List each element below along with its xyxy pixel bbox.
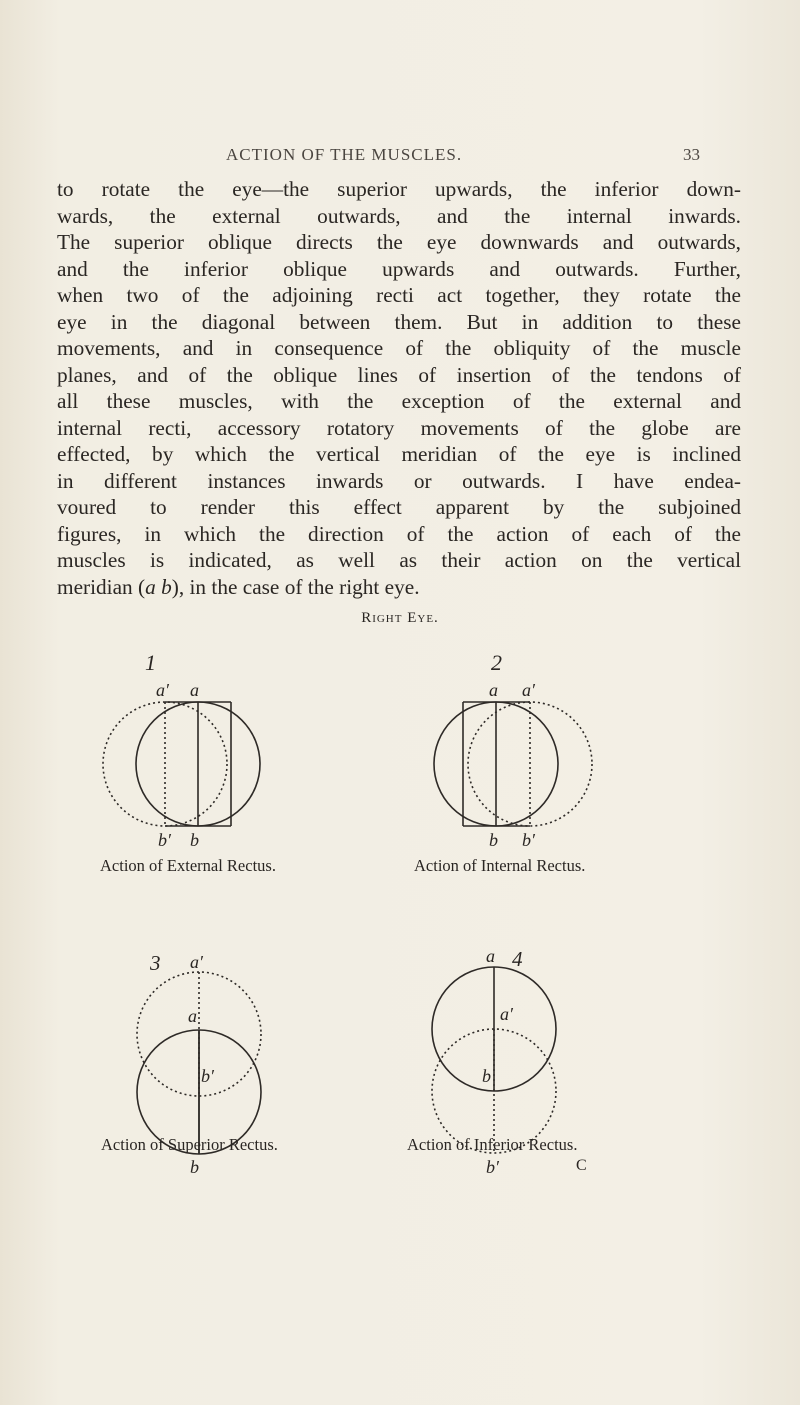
figure-1-label-a: a	[190, 680, 199, 700]
text-line: all these muscles, with the exception of the external and	[57, 389, 741, 413]
figure-4-label-a-prime: a′	[500, 1004, 513, 1024]
figure-1-label-b-prime: b′	[158, 830, 171, 850]
figure-3-label-b-prime: b′	[201, 1066, 214, 1086]
figure-2-label-b: b	[489, 830, 498, 850]
text-line: when two of the adjoining recti act together, they rotate the	[57, 283, 741, 307]
text-line: eye in the diagonal between them. But in addition to these	[57, 309, 741, 334]
figure-3-label-a-prime: a′	[190, 952, 203, 972]
text-line: movements, and in consequence of the obliquity of the muscle	[57, 336, 741, 360]
figure-3-diagram	[137, 972, 261, 1154]
figure-1-label-a-prime: a′	[156, 680, 169, 700]
italic-a: a	[145, 574, 156, 599]
figure-4-label-a: a	[486, 946, 495, 966]
figure-3-label-b: b	[190, 1157, 199, 1177]
figure-2-label-b-prime: b′	[522, 830, 535, 850]
figure-3-caption: Action of Superior Rectus.	[101, 1135, 278, 1154]
figure-3-number: 3	[150, 951, 161, 975]
figure-4-caption: Action of Inferior Rectus.	[407, 1135, 578, 1154]
text-line: and the inferior oblique upwards and outwards. Further,	[57, 256, 741, 281]
figure-2-label-a-prime: a′	[522, 680, 535, 700]
page-number: 33	[683, 145, 700, 164]
text-line: figures, in which the direction of the action of each of the	[57, 521, 741, 546]
figure-4-label-b-prime: b′	[486, 1157, 499, 1177]
figure-2-label-a: a	[489, 680, 498, 700]
text-line: voured to render this effect apparent by the subjoined	[57, 495, 741, 519]
figure-2-number: 2	[491, 650, 502, 675]
figure-2-diagram	[434, 702, 592, 826]
text-line: in different instances inwards or outwards. I have endea-	[57, 468, 741, 493]
text-line: muscles is indicated, as well as their action on the vertical	[57, 548, 741, 572]
figure-1-number: 1	[145, 650, 156, 675]
figure-1-diagram	[103, 702, 260, 826]
figure-3-label-a: a	[188, 1006, 197, 1026]
text-line: to rotate the eye—the superior upwards, the inferior down-	[57, 177, 741, 201]
figure-4-number: 4	[512, 947, 523, 971]
running-title: ACTION OF THE MUSCLES.	[226, 145, 463, 164]
figure-1-label-b: b	[190, 830, 199, 850]
text-line: internal recti, accessory rotatory movements of the globe are	[57, 415, 741, 440]
text-line: wards, the external outwards, and the internal inwards.	[57, 203, 741, 228]
figure-1-caption: Action of External Rectus.	[100, 856, 276, 875]
figure-heading: Right Eye.	[361, 610, 439, 626]
italic-b: b	[161, 574, 172, 599]
figure-2-caption: Action of Internal Rectus.	[414, 856, 586, 875]
signature-mark: C	[576, 1157, 587, 1174]
text-fragment: ), in the case of the right eye.	[171, 574, 420, 599]
figure-4-diagram	[432, 967, 556, 1153]
text-line: effected, by which the vertical meridian of the eye is inclined	[57, 442, 741, 466]
text-line: planes, and of the oblique lines of insertion of the tendons of	[57, 362, 741, 387]
text-line: The superior oblique directs the eye downwards and outwards,	[57, 230, 741, 254]
figure-4-label-b: b	[482, 1066, 491, 1086]
text-fragment: meridian (	[57, 574, 146, 599]
